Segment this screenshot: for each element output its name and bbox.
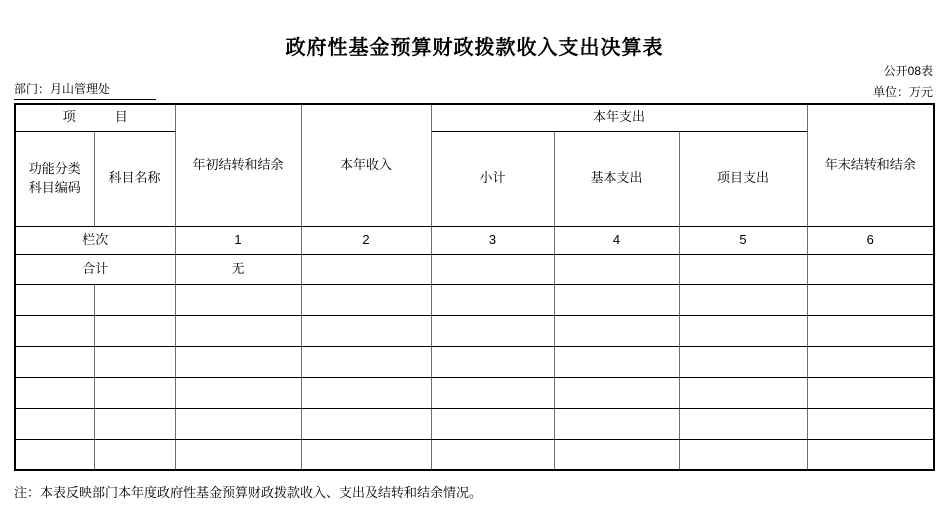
empty-cell bbox=[679, 439, 807, 470]
empty-cell bbox=[94, 284, 175, 315]
empty-cell bbox=[15, 439, 94, 470]
header-subtotal: 小计 bbox=[431, 131, 554, 226]
unit-label: 单位：万元 bbox=[872, 85, 933, 99]
total-value-cell bbox=[554, 254, 679, 284]
page-title: 政府性基金预算财政拨款收入支出决算表 bbox=[285, 37, 664, 59]
empty-cell bbox=[94, 408, 175, 439]
header-subject-name: 科目名称 bbox=[94, 131, 175, 226]
empty-cell bbox=[807, 346, 934, 377]
empty-cell bbox=[301, 284, 431, 315]
empty-cell bbox=[175, 346, 301, 377]
empty-cell bbox=[554, 439, 679, 470]
total-value-cell bbox=[679, 254, 807, 284]
header-year-income: 本年收入 bbox=[301, 104, 431, 226]
empty-cell bbox=[807, 284, 934, 315]
empty-cell bbox=[679, 346, 807, 377]
empty-cell bbox=[807, 408, 934, 439]
empty-cell bbox=[554, 346, 679, 377]
header-end-balance: 年末结转和结余 bbox=[807, 104, 934, 226]
empty-cell bbox=[679, 315, 807, 346]
total-value-cell bbox=[807, 254, 934, 284]
total-label: 合计 bbox=[15, 254, 175, 284]
table-code-label: 公开08表 bbox=[883, 64, 933, 78]
colindex-cell: 5 bbox=[679, 226, 807, 254]
table-row bbox=[15, 408, 934, 439]
empty-cell bbox=[554, 408, 679, 439]
empty-cell bbox=[431, 439, 554, 470]
colindex-cell: 3 bbox=[431, 226, 554, 254]
table-row bbox=[15, 284, 934, 315]
empty-cell bbox=[94, 439, 175, 470]
header-item-group: 项 目 bbox=[15, 104, 175, 131]
empty-cell bbox=[807, 439, 934, 470]
department-label: 部门：月山管理处 bbox=[14, 80, 156, 100]
empty-cell bbox=[15, 315, 94, 346]
total-row bbox=[15, 254, 934, 284]
empty-cell bbox=[15, 284, 94, 315]
colindex-cell: 2 bbox=[301, 226, 431, 254]
empty-cell bbox=[431, 346, 554, 377]
empty-cell bbox=[807, 315, 934, 346]
total-value-cell bbox=[431, 254, 554, 284]
empty-cell bbox=[175, 377, 301, 408]
colindex-cell: 4 bbox=[554, 226, 679, 254]
total-value-cell bbox=[301, 254, 431, 284]
empty-cell bbox=[431, 315, 554, 346]
empty-cell bbox=[175, 284, 301, 315]
colindex-label: 栏次 bbox=[15, 226, 175, 254]
empty-cell bbox=[554, 377, 679, 408]
empty-cell bbox=[431, 408, 554, 439]
empty-cell bbox=[554, 315, 679, 346]
empty-cell bbox=[175, 315, 301, 346]
header-year-expense-group: 本年支出 bbox=[431, 104, 807, 131]
empty-cell bbox=[94, 315, 175, 346]
column-index-row bbox=[15, 226, 934, 254]
empty-cell bbox=[431, 284, 554, 315]
table-row bbox=[15, 377, 934, 408]
empty-cell bbox=[679, 284, 807, 315]
empty-cell bbox=[15, 408, 94, 439]
empty-cell bbox=[301, 346, 431, 377]
total-value-cell: 无 bbox=[175, 254, 301, 284]
fund-budget-table bbox=[14, 103, 935, 471]
header-begin-balance: 年初结转和结余 bbox=[175, 104, 301, 226]
header-row-bottom bbox=[15, 131, 934, 226]
table-row bbox=[15, 346, 934, 377]
empty-cell bbox=[94, 346, 175, 377]
meta-row bbox=[14, 80, 933, 100]
note-text: 注：本表反映部门本年度政府性基金预算财政拨款收入、支出及结转和结余情况。 bbox=[14, 485, 483, 500]
empty-cell bbox=[175, 408, 301, 439]
empty-cell bbox=[301, 439, 431, 470]
empty-cell bbox=[94, 377, 175, 408]
colindex-cell: 1 bbox=[175, 226, 301, 254]
empty-cell bbox=[301, 315, 431, 346]
empty-cell bbox=[301, 408, 431, 439]
empty-cell bbox=[431, 377, 554, 408]
empty-cell bbox=[807, 377, 934, 408]
empty-cell bbox=[15, 346, 94, 377]
empty-cell bbox=[15, 377, 94, 408]
empty-cell bbox=[301, 377, 431, 408]
colindex-cell: 6 bbox=[807, 226, 934, 254]
table-row bbox=[15, 439, 934, 470]
empty-cell bbox=[679, 408, 807, 439]
table-row bbox=[15, 315, 934, 346]
header-func-code: 功能分类科目编码 bbox=[15, 131, 94, 226]
header-row-top bbox=[15, 104, 934, 131]
empty-cell bbox=[554, 284, 679, 315]
empty-cell bbox=[679, 377, 807, 408]
header-project-expense: 项目支出 bbox=[679, 131, 807, 226]
empty-cell bbox=[175, 439, 301, 470]
header-basic-expense: 基本支出 bbox=[554, 131, 679, 226]
